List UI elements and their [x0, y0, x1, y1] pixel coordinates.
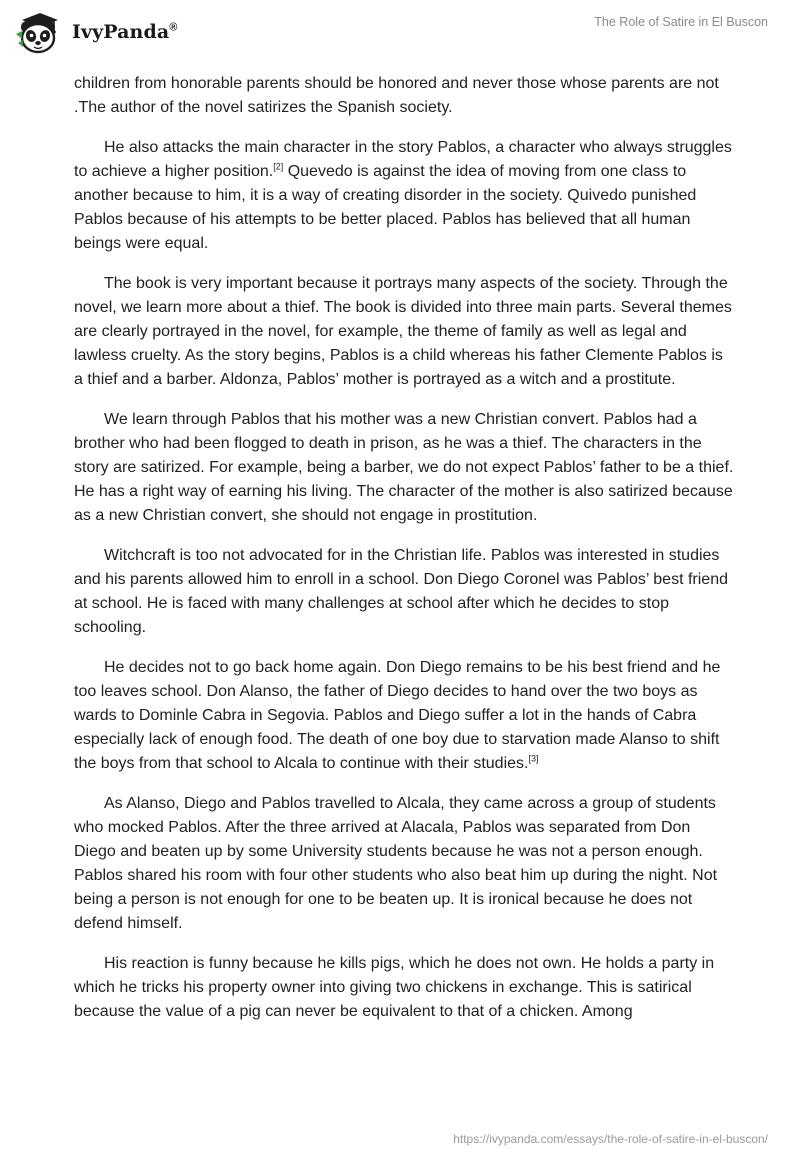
paragraph: Witchcraft is too not advocated for in the Christian life. Pablos was interested in studies and his parents allowed him to enroll in a school. Don Diego Coronel was Pablos’ best friend at school. He is faced with many challenges at school after which he decides to stop schooling.: [74, 547, 728, 636]
footnote-ref[interactable]: [3]: [528, 753, 539, 764]
logo[interactable]: [14, 8, 178, 56]
footnote-ref[interactable]: [2]: [273, 161, 284, 172]
paragraph: We learn through Pablos that his mother was a new Christian convert. Pablos had a brother who had been flogged to death in prison, as he was a thief. The characters in the story are satirized. For example, being a barber, we do not expect Pablos’ father to be a thief. He has a right way of earning his living. The character of the mother is also satirized because as a new Christian convert, she should not engage in prostitution.: [74, 411, 734, 524]
paragraph: children from honorable parents should be honored and never those whose parents are not .The author of the novel satirizes the Spanish society.: [74, 75, 719, 116]
document-title: The Role of Satire in El Buscon: [594, 15, 768, 29]
paragraph: As Alanso, Diego and Pablos travelled to Alcala, they came across a group of students who mocked Pablos. After the three arrived at Alacala, Pablos was separated from Don Diego and beaten up by some University students because he was not a person enough. Pablos shared his room with four other students who also beat him up during the night. Not being a person is not enough for one to be beaten up. It is ironical because he does not defend himself.: [74, 795, 718, 932]
paragraph: He decides not to go back home again. Don Diego remains to be his best friend and he too leaves school. Don Alanso, the father of Diego decides to hand over the two boys as wards to Dominle Cabra in Segovia. Pablos and Diego suffer a lot in the hands of Cabra especially lack of enough food. The death of one boy due to starvation made Alanso to shift the boys from that school to Alcala to continue with their studies.[3]: [74, 659, 721, 772]
brand-name: IvyPanda®: [72, 21, 178, 43]
paragraph: He also attacks the main character in the story Pablos, a character who always struggles to achieve a higher position.[2] Quevedo is against the idea of moving from one class to another because to him, it is a way of creating disorder in the society. Quivedo punished Pablos because of his attempts to be better placed. Pablos has believed that all human beings were equal.: [74, 139, 732, 252]
page-header: [0, 0, 800, 64]
essay-body: [74, 72, 734, 1040]
panda-logo-icon: [14, 10, 62, 54]
source-url[interactable]: https://ivypanda.com/essays/the-role-of-satire-in-el-buscon/: [453, 1132, 768, 1146]
paragraph: The book is very important because it portrays many aspects of the society. Through the novel, we learn more about a thief. The book is divided into three main parts. Several themes are clearly portrayed in the novel, for example, the theme of family as well as legal and lawless cruelty. As the story begins, Pablos is a child whereas his father Clemente Pablos is a thief and a barber. Aldonza, Pablos’ mother is portrayed as a witch and a prostitute.: [74, 275, 732, 388]
paragraph: His reaction is funny because he kills pigs, which he does not own. He holds a party in which he tricks his property owner into giving two chickens in exchange. This is satirical because the value of a pig can never be equivalent to that of a chicken. Among: [74, 955, 715, 1020]
